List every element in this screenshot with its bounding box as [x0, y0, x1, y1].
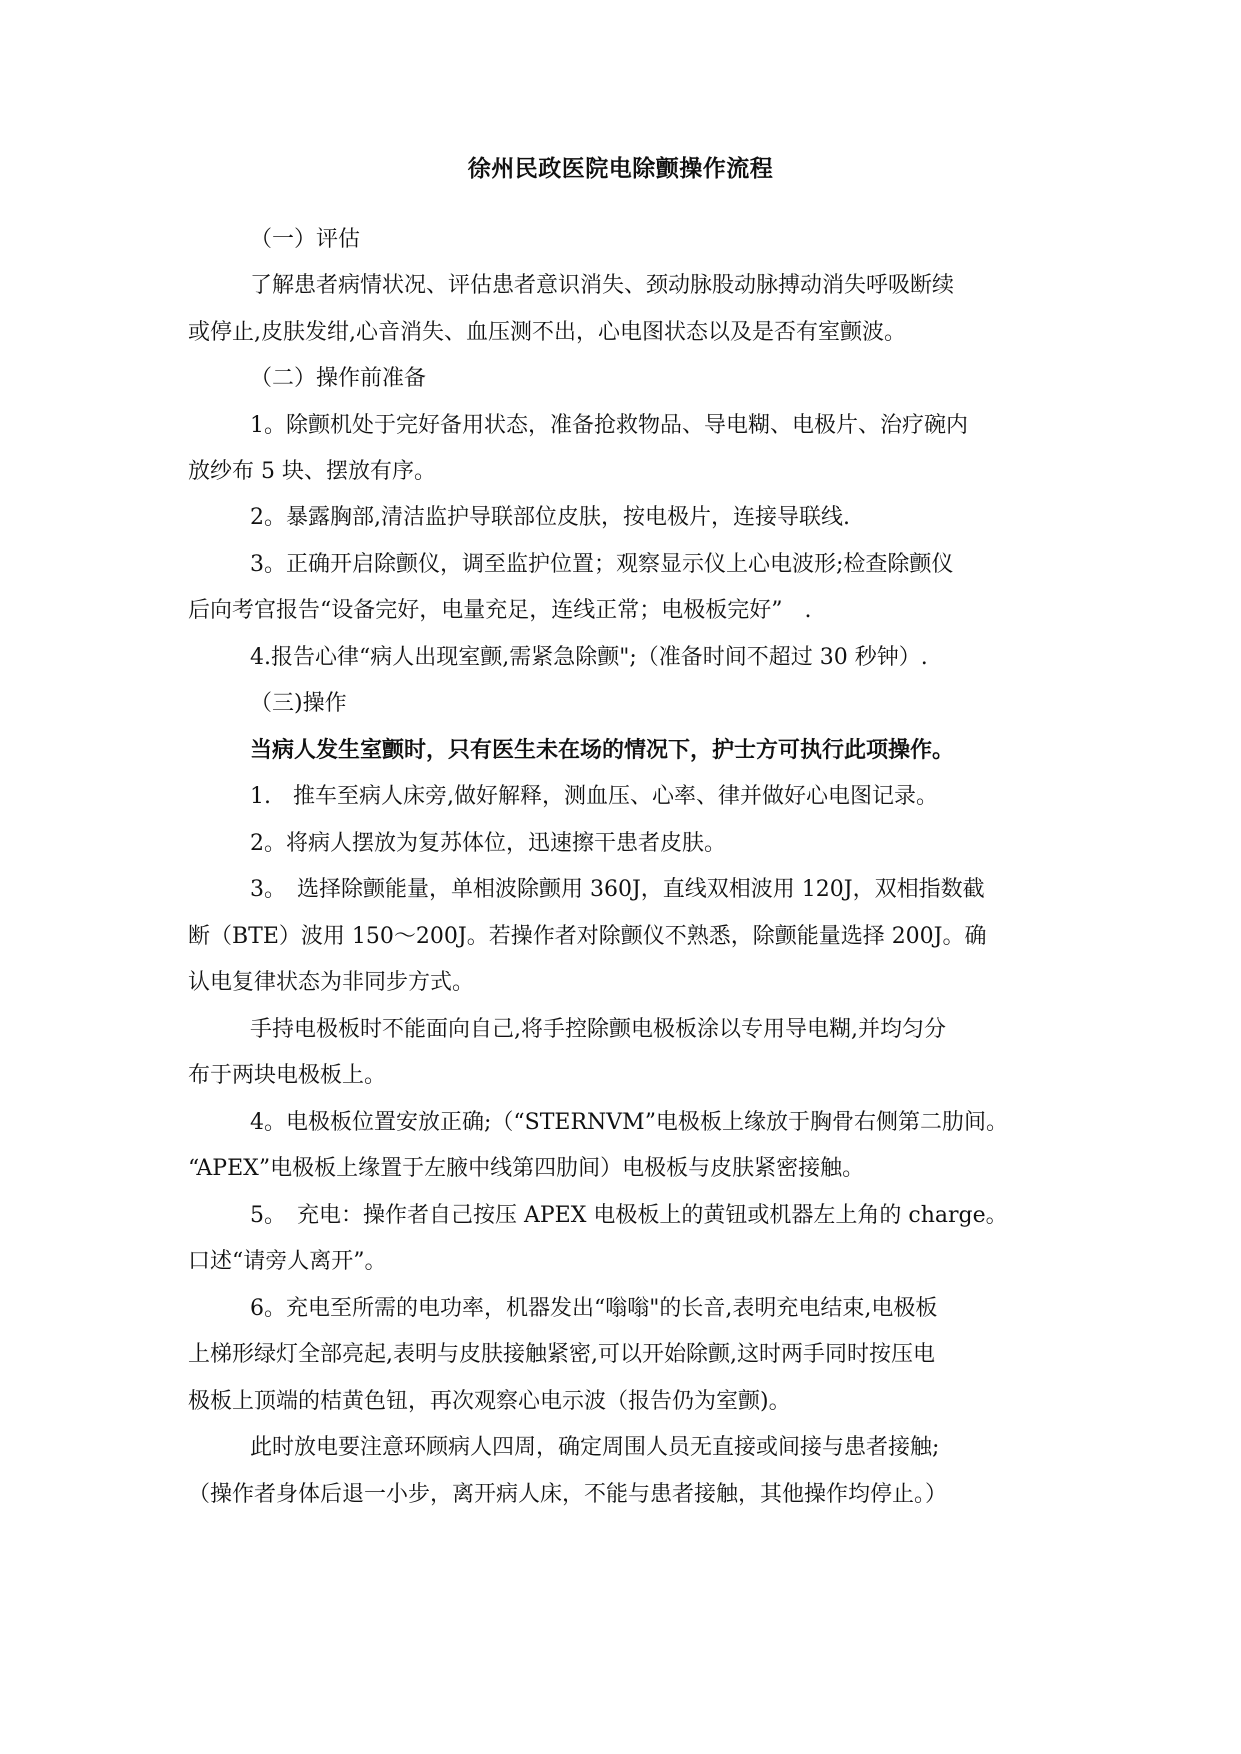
section-heading-operation: （三)操作	[250, 691, 347, 716]
paragraph-line: 1. 推车至病人床旁,做好解释，测血压、心率、律并做好心电图记录。	[250, 784, 938, 809]
paragraph-line: “APEX”电极板上缘置于左腋中线第四肋间）电极板与皮肤紧密接触。	[188, 1156, 865, 1181]
paragraph-line: 断（BTE）波用 150～200J。若操作者对除颤仪不熟悉，除颤能量选择 200J。确	[188, 924, 987, 949]
paragraph-line: 3。 选择除颤能量，单相波除颤用 360J，直线双相波用 120J，双相指数截	[250, 877, 985, 902]
section-heading-assessment: （一）评估	[250, 227, 361, 252]
paragraph-line: 4.报告心律“病人出现室颤,需紧急除颤";（准备时间不超过 30 秒钟）.	[250, 645, 928, 670]
paragraph-line: 手持电极板时不能面向自己,将手控除颤电极板涂以专用导电糊,并均匀分	[250, 1017, 946, 1042]
paragraph-line: 此时放电要注意环顾病人四周，确定周围人员无直接或间接与患者接触;	[250, 1435, 940, 1460]
section-heading-preparation: （二）操作前准备	[250, 366, 427, 391]
paragraph-line: 2。将病人摆放为复苏体位，迅速擦干患者皮肤。	[250, 831, 726, 856]
paragraph-line: 4。电极板位置安放正确;（“STERNVM”电极板上缘放于胸骨右侧第二肋间。	[250, 1110, 1008, 1135]
paragraph-line: 口述“请旁人离开”。	[188, 1249, 387, 1274]
paragraph-line: 2。暴露胸部,清洁监护导联部位皮肤，按电极片，连接导联线.	[250, 505, 850, 530]
paragraph-line: 5。 充电：操作者自己按压 APEX 电极板上的黄钮或机器左上角的 charge。	[250, 1203, 1008, 1228]
paragraph-line: （操作者身体后退一小步，离开病人床，不能与患者接触，其他操作均停止。）	[188, 1482, 948, 1507]
paragraph-line: 后向考官报告“设备完好，电量充足，连线正常；电极板完好” .	[188, 598, 812, 623]
bold-notice: 当病人发生室颤时，只有医生未在场的情况下，护士方可执行此项操作。	[250, 738, 955, 763]
paragraph-line: 1。除颤机处于完好备用状态，准备抢救物品、导电糊、电极片、治疗碗内	[250, 413, 968, 438]
paragraph-line: 了解患者病情状况、评估患者意识消失、颈动脉股动脉搏动消失呼吸断续	[250, 273, 955, 298]
paragraph-line: 6。充电至所需的电功率，机器发出“嗡嗡"的长音,表明充电结束,电极板	[250, 1296, 938, 1321]
paragraph-line: 放纱布 5 块、摆放有序。	[188, 459, 436, 484]
paragraph-line: 或停止,皮肤发绀,心音消失、血压测不出，心电图状态以及是否有室颤波。	[188, 320, 906, 345]
document-title: 徐州民政医院电除颤操作流程	[467, 156, 774, 182]
paragraph-line: 上梯形绿灯全部亮起,表明与皮肤接触紧密,可以开始除颤,这时两手同时按压电	[188, 1342, 935, 1367]
paragraph-line: 极板上顶端的桔黄色钮，再次观察心电示波（报告仍为室颤)。	[188, 1389, 791, 1414]
paragraph-line: 3。正确开启除颤仪，调至监护位置；观察显示仪上心电波形;检查除颤仪	[250, 552, 954, 577]
paragraph-line: 认电复律状态为非同步方式。	[188, 970, 475, 995]
paragraph-line: 布于两块电极板上。	[188, 1063, 387, 1088]
